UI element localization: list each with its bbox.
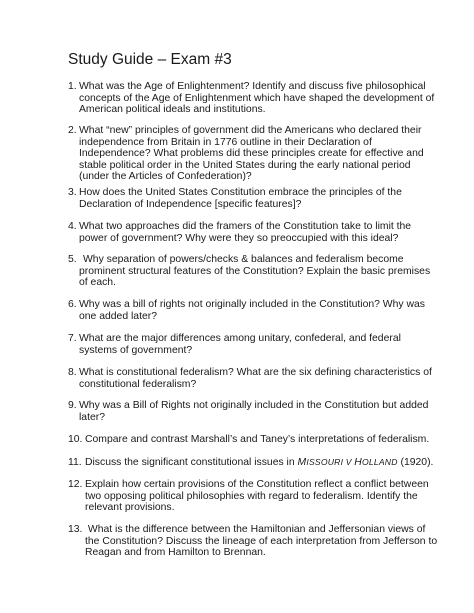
question-line: Declaration of Independence [specific features]? <box>79 198 302 210</box>
question-line: one added later? <box>79 310 157 322</box>
question-8 <box>68 367 432 390</box>
question-number: 5. <box>68 254 77 265</box>
question-line: independence from Britain in 1776 outline in their Declaration of <box>79 136 372 148</box>
question-text <box>85 434 429 446</box>
question-line: later? <box>79 411 105 423</box>
question-line: constitutional federalism? <box>79 378 197 390</box>
question-number: 9. <box>68 400 77 411</box>
question-line: What “new” principles of government did the Americans who declared their <box>79 125 422 136</box>
question-text <box>85 524 437 559</box>
question-line: Compare and contrast Marshall’s and Taney’s interpretations of federalism. <box>85 434 430 445</box>
question-text <box>79 221 411 244</box>
question-line <box>85 457 433 469</box>
case-name-text: MISSOURI V HOLLAND <box>297 457 398 468</box>
question-number: 4. <box>68 221 77 232</box>
question-number: 8. <box>68 367 77 378</box>
question-line: American political ideals and institutions. <box>79 104 266 115</box>
question-6 <box>68 299 425 322</box>
question-line: prominent structural features of the Constitution? Explain the basic premises <box>79 265 431 277</box>
question-5 <box>68 254 430 289</box>
question-text <box>79 125 424 183</box>
question-3 <box>68 187 402 210</box>
question-line: Reagan and from Hamilton to Brennan. <box>85 547 266 558</box>
question-number: 2. <box>68 125 77 136</box>
question-line: What was the Age of Enlightenment? Identify and discuss five philosophical <box>79 81 426 92</box>
question-text <box>79 367 432 390</box>
question-number: 12. <box>68 479 83 490</box>
question-line: the Constitution? Discuss the lineage of each interpretation from Jefferson to <box>85 535 438 547</box>
question-text-prefix: Discuss the significant constitutional issues in <box>85 457 298 468</box>
question-text <box>79 81 434 116</box>
question-text <box>85 457 433 469</box>
question-13 <box>68 524 437 559</box>
question-line: power of government? Why were they so preoccupied with this ideal? <box>79 232 399 244</box>
question-line: How does the United States Constitution embrace the principles of the <box>79 187 402 198</box>
question-7 <box>68 333 401 356</box>
question-line: Why was a bill of rights not originally included in the Constitution? Why was <box>79 299 425 310</box>
question-11 <box>68 457 433 469</box>
question-line: What two approaches did the framers of the Constitution take to limit the <box>79 221 412 232</box>
question-line: What is the difference between the Hamiltonian and Jeffersonian views of <box>85 524 426 535</box>
question-text-suffix: (1920). <box>397 457 434 468</box>
question-9 <box>68 400 428 423</box>
question-line: two opposing political philosophies with regard to federalism. Identify the <box>85 490 418 502</box>
question-text <box>79 254 431 289</box>
case-name <box>298 457 398 467</box>
question-2 <box>68 125 424 183</box>
question-text <box>79 400 428 423</box>
question-line: What are the major differences among unitary, confederal, and federal <box>79 333 401 344</box>
question-line: concepts of the Age of Enlightenment which have shaped the development of <box>79 92 435 104</box>
question-text <box>79 333 401 356</box>
question-line: What is constitutional federalism? What are the six defining characteristics of <box>79 367 432 378</box>
question-line: stable political order in the United States during the early national period <box>79 159 411 171</box>
question-number: 6. <box>68 299 77 310</box>
question-text <box>79 299 425 322</box>
question-line: Why was a Bill of Rights not originally included in the Constitution but added <box>79 400 429 411</box>
question-line: Explain how certain provisions of the Constitution reflect a conflict between <box>85 479 429 490</box>
question-number: 11. <box>68 457 82 468</box>
question-4 <box>68 221 411 244</box>
question-line: relevant provisions. <box>85 502 175 513</box>
question-number: 3. <box>68 187 77 198</box>
question-line: (under the Articles of Confederation)? <box>79 171 252 182</box>
question-line: systems of government? <box>79 344 193 356</box>
question-number: 13. <box>68 524 83 535</box>
question-line: Independence? What problems did these principles create for effective and <box>79 148 424 159</box>
question-10 <box>68 434 429 446</box>
question-12 <box>68 479 429 514</box>
question-line: Why separation of powers/checks & balances and federalism become <box>83 254 404 265</box>
page-title: Study Guide – Exam #3 <box>68 51 232 68</box>
question-number: 10. <box>68 434 83 445</box>
question-text <box>85 479 429 514</box>
question-number: 7. <box>68 333 77 344</box>
question-line: of each. <box>79 277 116 288</box>
question-text <box>79 187 402 210</box>
question-1 <box>68 81 434 116</box>
question-number: 1. <box>68 81 77 92</box>
